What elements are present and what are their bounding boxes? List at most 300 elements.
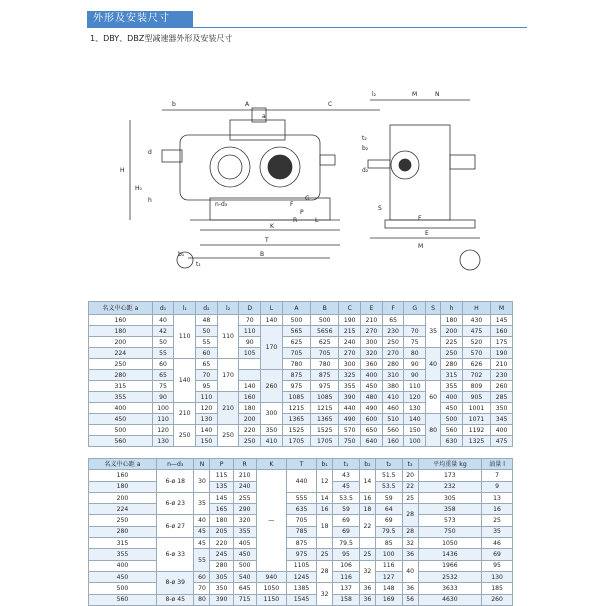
cell: 355 (339, 381, 361, 392)
cell: 350 (491, 403, 513, 414)
cell: 450 (89, 571, 157, 582)
cell: 8-ø 39 (156, 571, 194, 594)
cell (404, 315, 426, 326)
cell: — (256, 470, 286, 572)
cell: 25 (359, 549, 375, 560)
cell: 705 (311, 348, 339, 359)
cell: 450 (89, 414, 153, 425)
cell: 200 (239, 414, 261, 425)
cell: 1365 (282, 414, 310, 425)
cell: 358 (418, 504, 482, 515)
cell: 90 (404, 359, 426, 370)
cell: 250 (89, 359, 153, 370)
cell: 490 (339, 414, 361, 425)
t1-header: d₂ (196, 302, 218, 315)
cell: 18 (317, 515, 333, 538)
cell: 200 (89, 492, 157, 503)
table-row (89, 526, 513, 537)
label-t1: t₁ (196, 261, 201, 268)
t2-header: 平均重量 kg (418, 459, 482, 470)
cell: 130 (196, 414, 218, 425)
cell: 25 (402, 492, 418, 503)
cell: 280 (382, 359, 404, 370)
cell: 28 (402, 526, 418, 537)
cell: 350 (261, 425, 283, 436)
cell: 1215 (311, 403, 339, 414)
cell: 625 (282, 337, 310, 348)
t2-header: K (256, 459, 286, 470)
t2-header: 油量 l (482, 459, 513, 470)
cell: 60 (194, 571, 210, 582)
cell: 70 (196, 370, 218, 381)
cell: 809 (462, 381, 490, 392)
cell: 46 (482, 538, 513, 549)
cell: 220 (210, 538, 233, 549)
cell: 32 (317, 583, 333, 606)
cell (317, 538, 333, 549)
cell: 50 (152, 337, 174, 348)
cell: 110 (404, 381, 426, 392)
table-row (89, 504, 513, 515)
cell: 1966 (418, 560, 482, 571)
cell: 975 (311, 381, 339, 392)
cell: 69 (333, 526, 360, 537)
t1-header: F (382, 302, 404, 315)
cell: 355 (441, 381, 463, 392)
cell: 60 (196, 348, 218, 359)
cell: 260 (261, 370, 283, 403)
cell: 570 (339, 425, 361, 436)
t1-header: E (361, 302, 383, 315)
cell: 230 (382, 326, 404, 337)
cell: 190 (339, 315, 361, 326)
cell: 400 (89, 403, 153, 414)
cell: 1001 (462, 403, 490, 414)
cell: 2532 (418, 571, 482, 582)
cell: 280 (441, 359, 463, 370)
cell: 3633 (418, 583, 482, 594)
cell: 130 (482, 571, 513, 582)
t1-header: H (462, 302, 490, 315)
cell: 450 (361, 381, 383, 392)
cell: 85 (375, 538, 402, 549)
table-row (89, 414, 513, 425)
cell: 13 (482, 492, 513, 503)
cell: 42 (152, 326, 174, 337)
label-K: K (270, 223, 274, 230)
cell: 570 (462, 348, 490, 359)
t2-header: t₃ (402, 459, 418, 470)
table-row (89, 549, 513, 560)
cell: 315 (89, 381, 153, 392)
cell: 305 (210, 571, 233, 582)
cell: 480 (361, 392, 383, 403)
cell: 250 (239, 436, 261, 447)
cell: 95 (333, 549, 360, 560)
cell: 975 (286, 549, 316, 560)
cell: 40 (402, 560, 418, 583)
cell: 390 (210, 594, 233, 605)
cell: 59 (375, 492, 402, 503)
cell: 169 (375, 594, 402, 605)
cell: 75 (152, 381, 174, 392)
cell: 5656 (311, 326, 339, 337)
label-T: T (265, 237, 269, 244)
label-S: S (378, 205, 382, 212)
cell: 53.5 (375, 481, 402, 492)
label-P: P (300, 209, 304, 216)
cell: 245 (210, 549, 233, 560)
t1-header: B (311, 302, 339, 315)
cell: 410 (261, 436, 283, 447)
cell: 560 (89, 594, 157, 605)
cell: 300 (339, 359, 361, 370)
cell: 140 (404, 414, 426, 425)
cell: 140 (174, 359, 196, 403)
cell: 460 (382, 403, 404, 414)
cell: 65 (196, 359, 218, 370)
cell: 158 (333, 594, 360, 605)
label-H0: H₀ (135, 185, 142, 192)
cell: 1705 (282, 436, 310, 447)
cell: 500 (89, 583, 157, 594)
cell: 1705 (311, 436, 339, 447)
cell: 64 (375, 504, 402, 515)
table-row (89, 337, 513, 348)
cell: 650 (361, 425, 383, 436)
label-h: h (148, 197, 152, 204)
cell: 45 (194, 538, 210, 549)
cell: 905 (462, 392, 490, 403)
t2-header: 名义中心距 a (89, 459, 157, 470)
cell: 40 (426, 348, 441, 381)
cell: 110 (174, 315, 196, 359)
cell: 80 (404, 348, 426, 359)
table-row (89, 436, 513, 447)
cell: 410 (382, 392, 404, 403)
cell: 540 (233, 571, 256, 582)
cell: 28 (402, 504, 418, 527)
cell: 45 (194, 526, 210, 537)
cell: 53.5 (333, 492, 360, 503)
cell: 1192 (462, 425, 490, 436)
cell: 120 (404, 392, 426, 403)
cell: 22 (402, 481, 418, 492)
t2-header: b₂ (359, 459, 375, 470)
cell: 225 (441, 337, 463, 348)
cell: 1071 (462, 414, 490, 425)
cell: 630 (441, 436, 463, 447)
cell: 1525 (282, 425, 310, 436)
cell: 1150 (256, 594, 286, 605)
cell: 110 (152, 414, 174, 425)
t1-header: A (282, 302, 310, 315)
cell: 69 (333, 515, 360, 526)
cell: 35 (194, 492, 210, 515)
cell: 250 (174, 425, 196, 447)
label-b1: b₁ (178, 251, 185, 258)
cell: 70 (239, 315, 261, 326)
table-row (89, 515, 513, 526)
cell: 140 (239, 381, 261, 392)
label-F-side: F (418, 215, 422, 222)
cell: 500 (233, 560, 256, 571)
cell: 320 (233, 515, 256, 526)
cell: 224 (89, 348, 153, 359)
cell: 475 (462, 326, 490, 337)
cell: 560 (89, 436, 153, 447)
cell: 60 (152, 359, 174, 370)
cell: 645 (233, 583, 256, 594)
label-b: b (172, 101, 176, 108)
cell: 4630 (418, 594, 482, 605)
cell: 56 (402, 594, 418, 605)
cell: 450 (441, 403, 463, 414)
reducer-drawing (100, 80, 500, 280)
table-row (89, 538, 513, 549)
cell: 1325 (462, 436, 490, 447)
cell: 875 (286, 538, 316, 549)
t1-header: L (261, 302, 283, 315)
cell: 20 (402, 470, 418, 481)
cell: 600 (361, 414, 383, 425)
cell: 1545 (286, 594, 316, 605)
cell: 270 (382, 348, 404, 359)
cell: 1085 (282, 392, 310, 403)
cell: 260 (482, 594, 513, 605)
t2-header: t₂ (375, 459, 402, 470)
cell: 14 (359, 470, 375, 493)
cell: 400 (441, 392, 463, 403)
section-subtitle: 1、DBY、DBZ型减速器外形及安装尺寸 (90, 34, 233, 43)
cell: 175 (491, 337, 513, 348)
table-row (89, 425, 513, 436)
cell: 55 (194, 549, 210, 572)
table-row (89, 315, 513, 326)
label-M-bottom: M (418, 243, 424, 250)
cell: 355 (89, 392, 153, 403)
cell: 59 (333, 504, 360, 515)
cell: 280 (210, 560, 233, 571)
label-A: A (245, 101, 250, 108)
cell: 9 (482, 481, 513, 492)
cell: 875 (282, 370, 310, 381)
cell: 626 (462, 359, 490, 370)
cell: 95 (482, 560, 513, 571)
cell: 36 (359, 594, 375, 605)
table-row (89, 392, 513, 403)
cell: 69 (482, 549, 513, 560)
cell: 210 (491, 359, 513, 370)
cell: 45 (333, 481, 360, 492)
cell: 305 (418, 492, 482, 503)
cell: 705 (282, 348, 310, 359)
cell: 1436 (418, 549, 482, 560)
cell (239, 359, 261, 370)
cell: 400 (89, 560, 157, 571)
cell: 345 (491, 414, 513, 425)
t2-header: T (286, 459, 316, 470)
cell: 750 (418, 526, 482, 537)
table-row (89, 370, 513, 381)
cell: 715 (233, 594, 256, 605)
t1-header: D (239, 302, 261, 315)
cell: 25 (317, 549, 333, 560)
cell: 255 (233, 492, 256, 503)
cell: 780 (311, 359, 339, 370)
cell: 160 (491, 326, 513, 337)
cell: 160 (239, 392, 261, 403)
cell: 230 (491, 370, 513, 381)
cell: 43 (333, 470, 360, 481)
table-row (89, 403, 513, 414)
cell: 560 (382, 425, 404, 436)
cell: 350 (210, 583, 233, 594)
cell: 70 (404, 326, 426, 337)
cell: 90 (404, 370, 426, 381)
cell: 490 (361, 403, 383, 414)
cell: 60 (426, 381, 441, 414)
label-N: N (435, 91, 440, 98)
t1-header: 名义中心距 a (89, 302, 153, 315)
cell: 560 (441, 425, 463, 436)
cell: 300 (361, 337, 383, 348)
cell: 190 (491, 348, 513, 359)
cell: 135 (210, 481, 233, 492)
cell: 475 (491, 436, 513, 447)
cell: 1215 (282, 403, 310, 414)
cell: 380 (382, 381, 404, 392)
table-row (89, 560, 513, 571)
cell: 785 (286, 526, 316, 537)
cell: 40 (194, 515, 210, 526)
cell: 105 (239, 348, 261, 359)
cell: 6-ø 27 (156, 515, 194, 538)
cell: 200 (441, 326, 463, 337)
cell: 210 (361, 315, 383, 326)
cell: 80 (426, 414, 441, 447)
cell: 6-ø 18 (156, 470, 194, 493)
cell: 390 (339, 392, 361, 403)
cell: 22 (359, 515, 375, 538)
cell: 940 (256, 571, 286, 582)
cell: 210 (233, 470, 256, 481)
cell: 51.5 (375, 470, 402, 481)
label-F: F (290, 201, 294, 208)
cell: 95 (196, 381, 218, 392)
label-H: H (120, 167, 125, 174)
cell: 270 (361, 326, 383, 337)
cell: 500 (441, 414, 463, 425)
label-d2: d₂ (362, 167, 369, 174)
cell: 28 (317, 560, 333, 583)
cell: 36 (402, 583, 418, 594)
banner-rule (87, 27, 527, 28)
cell: 50 (196, 326, 218, 337)
cell: 280 (89, 526, 157, 537)
cell: 90 (152, 392, 174, 403)
cell: 400 (361, 370, 383, 381)
cell: 110 (217, 315, 239, 359)
t2-header: t₁ (333, 459, 360, 470)
cell: 12 (317, 470, 333, 493)
label-B: B (260, 251, 265, 258)
cell: 35 (482, 526, 513, 537)
cell: 702 (462, 370, 490, 381)
cell: 55 (152, 348, 174, 359)
t1-header: d₁ (152, 302, 174, 315)
cell: 100 (404, 436, 426, 447)
cell: 75 (404, 337, 426, 348)
cell: 310 (382, 370, 404, 381)
cell: 36 (402, 549, 418, 560)
cell: 250 (382, 337, 404, 348)
cell: 1085 (311, 392, 339, 403)
cell: 1245 (286, 571, 316, 582)
cell: 65 (382, 315, 404, 326)
cell: 240 (233, 481, 256, 492)
cell: 48 (196, 315, 218, 326)
cell: 16 (482, 504, 513, 515)
cell: 100 (375, 549, 402, 560)
cell: 1050 (256, 583, 286, 594)
cell: 1105 (286, 560, 316, 571)
cell: 130 (152, 436, 174, 447)
cell: 160 (382, 436, 404, 447)
table-row (89, 571, 513, 582)
cell: 170 (261, 326, 283, 370)
cell: 79.5 (375, 526, 402, 537)
table-row (89, 492, 513, 503)
cell: 640 (361, 436, 383, 447)
cell: 145 (491, 315, 513, 326)
cell: 116 (333, 571, 360, 582)
cell: 1385 (286, 583, 316, 594)
cell: 360 (361, 359, 383, 370)
cell: 127 (375, 571, 402, 582)
label-b2: b₂ (362, 145, 369, 152)
cell: 780 (282, 359, 310, 370)
cell: 250 (441, 348, 463, 359)
cell: 32 (402, 538, 418, 549)
t2-header: N (194, 459, 210, 470)
cell: 635 (286, 504, 316, 515)
cell: 705 (286, 515, 316, 526)
cell: 205 (210, 526, 233, 537)
cell: 16 (317, 504, 333, 515)
cell: 355 (233, 526, 256, 537)
cell: 215 (339, 326, 361, 337)
t1-header: M (491, 302, 513, 315)
table-row (89, 359, 513, 370)
cell: 110 (196, 392, 218, 403)
cell: 180 (210, 515, 233, 526)
cell (239, 370, 261, 381)
cell: 150 (196, 436, 218, 447)
cell: 145 (210, 492, 233, 503)
cell: 6-ø 33 (156, 538, 194, 572)
cell: 160 (89, 470, 157, 481)
cell: 116 (375, 560, 402, 571)
cell: 210 (217, 392, 239, 425)
cell: 750 (339, 436, 361, 447)
cell: 80 (194, 594, 210, 605)
cell: 520 (462, 337, 490, 348)
cell: 250 (217, 425, 239, 447)
cell: 260 (491, 381, 513, 392)
cell: 500 (89, 425, 153, 436)
label-nd3: n-d₃ (215, 201, 228, 208)
